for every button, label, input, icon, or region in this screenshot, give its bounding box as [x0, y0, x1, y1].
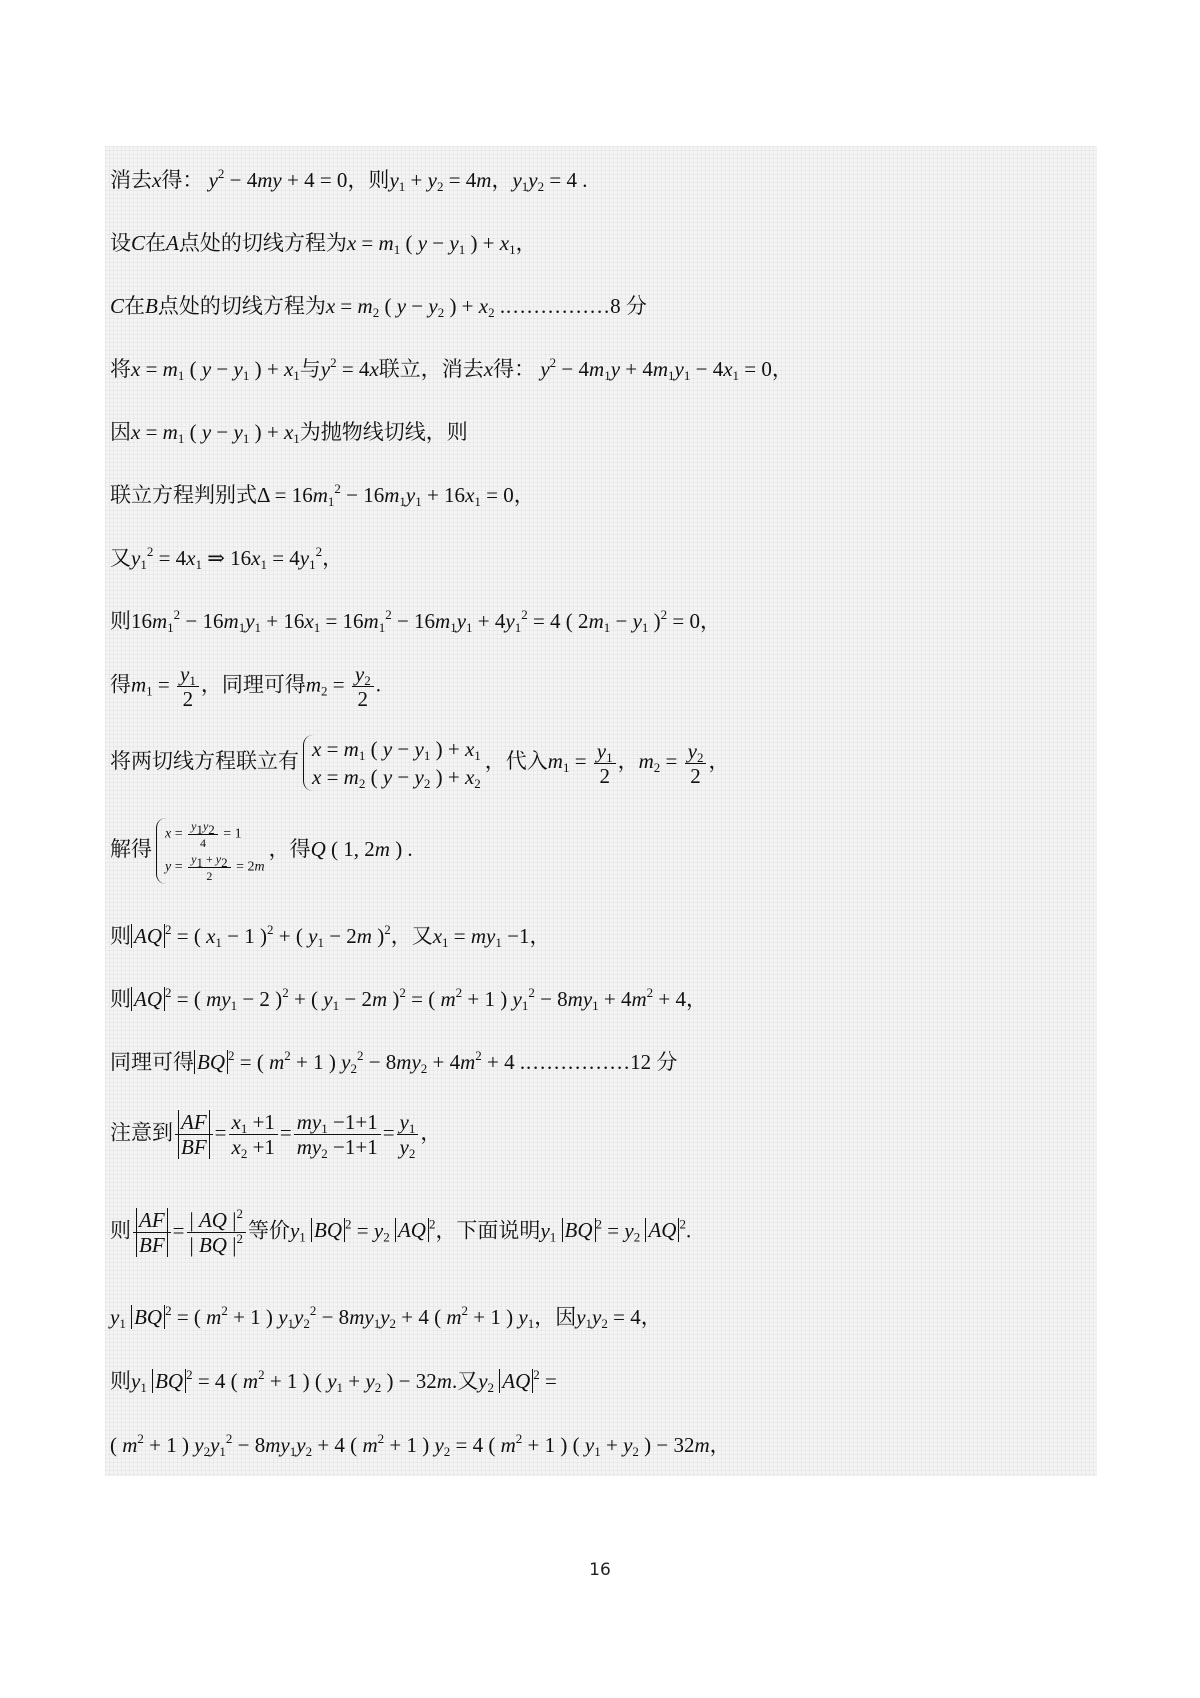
fraction: $\frac{y_2}{2}$	[685, 739, 707, 788]
line-2: 设C在A点处的切线方程为$x = m_1$ ( $y - y_1$ ) + $x_1$，	[110, 231, 537, 257]
text: 点处的切线方程为	[178, 231, 347, 255]
text: .又	[451, 1369, 479, 1393]
text: 则	[110, 609, 131, 633]
line-14: 同理可得 BQ $^2$ = ( $m^2 + 1$ ) $y_2^2 - 8my_2 + 4m^2 + 4$ .……………12 分	[110, 1048, 678, 1076]
text: 得：	[161, 168, 204, 192]
text: ，同理可得	[200, 672, 306, 697]
fraction: $\frac{| AQ |^2}{| BQ |^2}$	[187, 1208, 246, 1257]
text: 与	[299, 357, 321, 381]
equation-system: $x = m_1$ ( $y - y_1$ ) + $x_1$ $x = m_2$ ( $y - y_2$ ) + $x_2$	[303, 735, 481, 791]
text: 将	[110, 357, 131, 381]
line-9: 得$m_1$ = $\frac{y_1}{2}$ ，同理可得$m_2$ = $\frac{y_2}{2}$ .	[110, 662, 381, 711]
text: 因	[110, 420, 131, 444]
text: 注意到	[110, 1120, 173, 1145]
text: 将两切线方程联立有	[110, 748, 299, 773]
fraction: $\frac{AF}{BF}$	[175, 1110, 213, 1159]
text: 又	[110, 546, 131, 570]
text: 联立方程判别式	[110, 483, 257, 507]
text: 则	[110, 924, 131, 948]
score: ……………12 分	[525, 1050, 678, 1074]
text: 得	[110, 672, 131, 697]
text: ，则	[347, 168, 390, 192]
text: 解得	[110, 836, 152, 861]
line-18: 则$y_1$ BQ $^2$ = 4 ( $m^2 + 1$ ) ( $y_1 + y_2$ ) − 32m.又$y_2$ AQ $^2$ =	[110, 1367, 557, 1395]
line-8: 则$16m_1^2 - 16m_1y_1 + 16x_1 = 16m_1^2 - 16m_1y_1 + 4y_1^2 = 4$ ( $2m_1 - y_1$ )$^2$ = 0，	[110, 607, 721, 635]
line-10: 将两切线方程联立有 $x = m_1$ ( $y - y_1$ ) + $x_1$ $x = m_2$ ( $y - y_2$ ) + $x_2$ ，代入$m_1$ = $\frac{y_1}{2}$ ，$m_2$ = $\frac{y_2}{2}$ ，	[110, 737, 730, 791]
text: 联立，消去	[378, 357, 484, 381]
text: ，因	[534, 1305, 577, 1329]
text: ，代入	[484, 748, 548, 773]
line-15: 注意到 $\frac{AF}{BF}$ = $\frac{x_1 +1}{x_2 +1}$ = $\frac{my_1 -1+1}{my_2 -1+1}$ = $\frac{y_1}{y_2}$ ，	[110, 1110, 442, 1161]
equation-system: x = $\frac{y_1y_2}{4}$ = 1 y = $\frac{y_1 + y_2}{2}$ = 2m	[156, 818, 265, 884]
text: 设	[110, 231, 131, 255]
fraction: $\frac{y_1}{2}$	[177, 662, 199, 711]
line-6: 联立方程判别式$\Delta = 16m_1^2 - 16m_1y_1 + 16x_1 = 0$，	[110, 481, 535, 509]
text: ，下面说明	[435, 1218, 541, 1243]
text: 在	[145, 231, 167, 255]
line-12: 则 AQ $^2$ = ( $x_1 - 1$ )$^2$ + ( $y_1 - 2m$ )$^2$，又$x_1 = my_1 -1$，	[110, 922, 551, 950]
text: 则	[110, 987, 131, 1011]
text: 同理可得	[110, 1050, 194, 1074]
fraction: $\frac{y_1}{y_2}$	[397, 1110, 419, 1159]
text: 则	[110, 1218, 131, 1243]
text: ，又	[390, 924, 433, 948]
text: 等价	[247, 1218, 290, 1243]
line-19: ( $m^2 + 1$ ) $y_2y_1^2 - 8my_1y_2 + 4$ ( $m^2 + 1$ ) $y_2 = 4$ ( $m^2 + 1$ ) ( $y_1 + y_2$ ) − 32m，	[110, 1431, 731, 1459]
line-7: 又$y_1^2 = 4x_1$ ⇒ $16x_1 = 4y_1^2$，	[110, 544, 344, 572]
text: 为抛物线切线，则	[299, 420, 468, 444]
fraction: $\frac{y_1}{2}$	[594, 739, 616, 788]
text: 消去	[110, 168, 152, 192]
fraction: $\frac{my_1 -1+1}{my_2 -1+1}$	[294, 1110, 381, 1159]
line-5: 因$x = m_1$ ( $y - y_1$ ) + $x_1$为抛物线切线，则	[110, 420, 468, 446]
text: 在	[124, 294, 146, 318]
line-1: 消去x得： $y^2 - 4my + 4 = 0$，则$y_1 + y_2 = 4m$，$y_1y_2 = 4$ .	[110, 166, 588, 194]
text: 得：	[493, 357, 536, 381]
line-16: 则 $\frac{AF}{BF}$ = $\frac{| AQ |^2}{| BQ |^2}$ 等价$y_1$ BQ $^2 = y_2$ AQ $^2$，下面说明$y_1$ BQ $^2 = y_2$ AQ $^2$.	[110, 1206, 692, 1257]
text: ，得	[268, 836, 311, 861]
fraction: $\frac{y_2}{2}$	[352, 662, 374, 711]
line-17: $y_1$ BQ $^2$ = ( $m^2 + 1$ ) $y_1y_2^2 - 8my_1y_2 + 4$ ( $m^2 + 1$ ) $y_1$，因$y_1y_2 = 4$，	[110, 1303, 662, 1331]
line-11: 解得 x = $\frac{y_1y_2}{4}$ = 1 y = $\frac{y_1 + y_2}{2}$ = 2m ，得Q ( 1, 2m ) .	[110, 819, 413, 883]
fraction: $\frac{x_1 +1}{x_2 +1}$	[229, 1110, 278, 1159]
content-panel	[105, 146, 1097, 1476]
text: 点处的切线方程为	[157, 294, 326, 318]
line-13: 则 AQ $^2$ = ( $my_1 - 2$ )$^2$ + ( $y_1 - 2m$ )$^2$ = ( $m^2 + 1$ ) $y_1^2 - 8my_1 + 4m^2 + 4$，	[110, 985, 708, 1013]
text: 则	[110, 1369, 131, 1393]
line-3: C在B点处的切线方程为$x = m_2$ ( $y - y_2$ ) + $x_2$ .……………8 分	[110, 294, 647, 320]
line-4: 将$x = m_1$ ( $y - y_1$ ) + $x_1$与$y^2 = 4x$联立，消去x得： $y^2 - 4m_1y + 4m_1y_1 - 4x_1 = 0$，	[110, 355, 793, 383]
page-number: 16	[589, 1560, 611, 1580]
score: ……………8 分	[505, 294, 647, 318]
fraction: $\frac{AF}{BF}$	[133, 1208, 171, 1257]
